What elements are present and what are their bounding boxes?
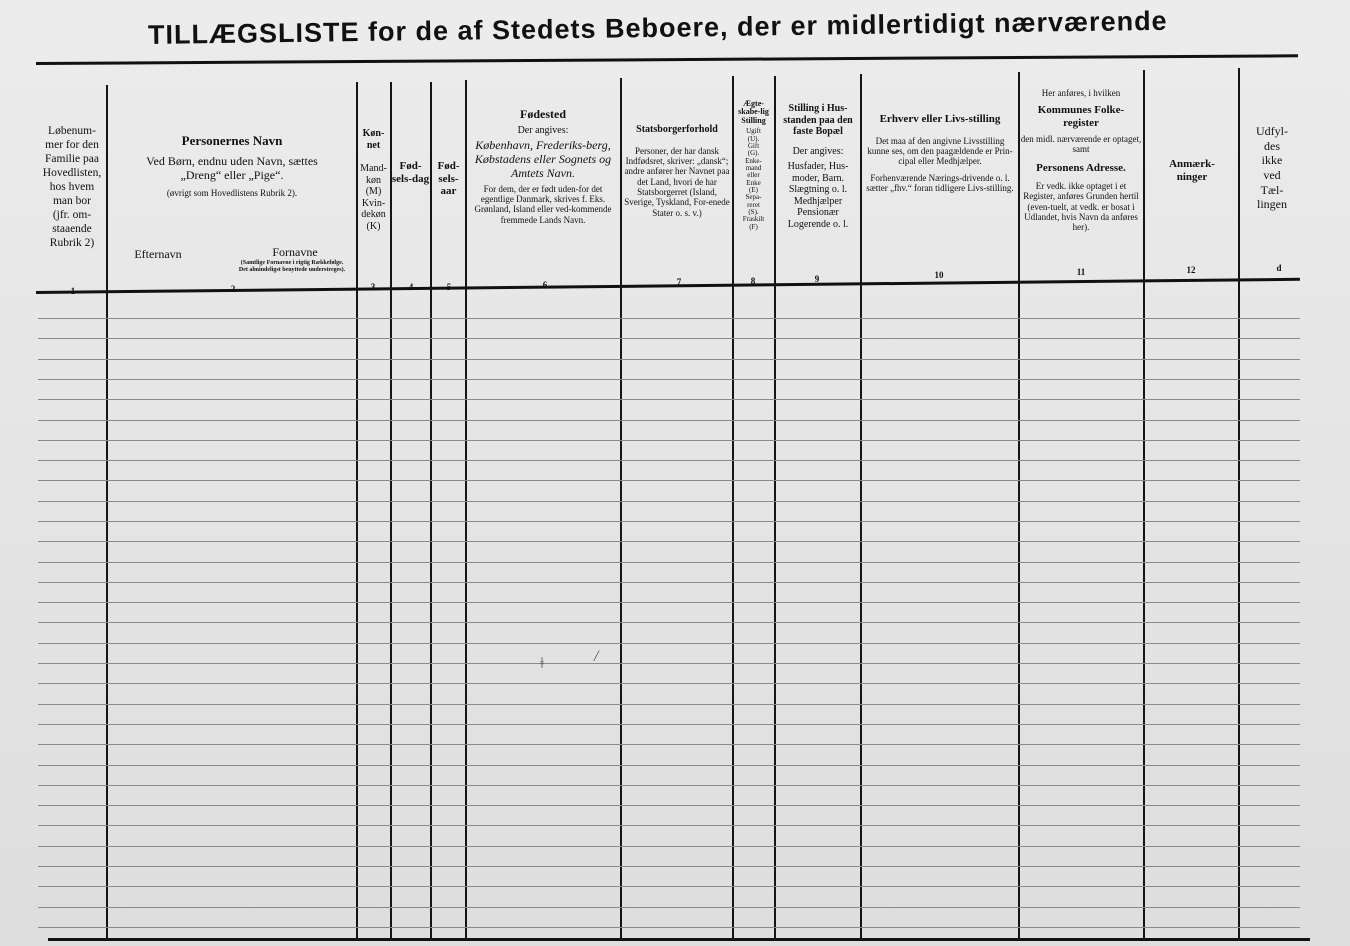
col2-heading: Personernes Navn <box>181 133 283 148</box>
col-d-line: Udfyl- <box>1256 124 1288 138</box>
row-rule <box>38 643 1300 644</box>
col3-line: (M) <box>365 186 382 197</box>
row-rule <box>38 886 1300 887</box>
col6-heading: Fødested <box>520 107 566 121</box>
col1-line: (jfr. om- <box>52 209 92 222</box>
row-rule <box>38 704 1300 705</box>
col11-heading: Kommunes Folke-register <box>1037 104 1125 129</box>
col1-line: Rubrik 2) <box>49 237 95 250</box>
col11-pre: Her anføres, i hvilken <box>1041 88 1121 98</box>
col9-sub: Der angives: <box>792 145 844 157</box>
col2-surname-label: Efternavn <box>134 247 182 261</box>
col12-heading: Anmærk-ninger <box>1169 158 1215 183</box>
col12-number: 12 <box>1186 265 1196 275</box>
row-rule <box>38 440 1300 441</box>
col4-heading: Fød-sels-dag <box>391 160 430 185</box>
pen-mark: ǂ <box>540 655 544 672</box>
col3-line: (K) <box>366 220 381 232</box>
row-rule <box>38 927 1300 928</box>
col-d-line: Tæl- <box>1260 182 1284 197</box>
row-rule <box>38 744 1300 745</box>
row-rule <box>38 907 1300 908</box>
col1-line: man bor <box>52 195 91 208</box>
col8-line: Sepa- <box>745 193 762 202</box>
col3-line: Mand- <box>360 163 387 174</box>
col1-number: 1 <box>70 286 76 296</box>
row-rule <box>38 785 1300 786</box>
col5-heading: Fød-sels-aar <box>437 160 460 198</box>
row-rule <box>38 724 1300 725</box>
row-rule <box>38 521 1300 522</box>
col10-number: 10 <box>934 270 944 280</box>
col6-header <box>468 108 618 225</box>
col2-note: (øvrigt som Hovedlistens Rubrik 2). <box>166 187 298 198</box>
col8-line: Enke- <box>745 156 762 165</box>
row-rule <box>38 480 1300 481</box>
row-rule <box>38 318 1300 319</box>
row-rule <box>38 359 1300 360</box>
row-rule <box>38 582 1300 583</box>
page-title: TILLÆGSLISTE for de af Stedets Beboere, der er midlertidigt nærværende <box>147 5 1168 50</box>
col2-text: Ved Børn, endnu uden Navn, sættes <box>146 153 318 168</box>
row-rule <box>38 622 1300 623</box>
col11-text: den midl. nærværende er optaget, samt <box>1020 133 1142 154</box>
col1-line: Familie paa <box>45 153 99 166</box>
row-rule <box>38 562 1300 563</box>
row-rule <box>38 420 1300 421</box>
col6-number: 6 <box>542 280 548 290</box>
col1-line: staaende <box>52 223 92 236</box>
row-rule <box>38 541 1300 542</box>
col5-number: 5 <box>446 282 452 292</box>
pen-mark: / <box>594 648 599 665</box>
col9-heading: Stilling i Hus-standen paa den faste Bopæl <box>783 103 853 137</box>
col7-number: 7 <box>676 277 682 287</box>
column-divider <box>390 82 392 940</box>
col1-line: Løbenum- <box>48 125 96 137</box>
col7-header <box>622 124 732 218</box>
col8-line: Fraskilt <box>742 215 765 224</box>
col2-number: 2 <box>230 284 236 294</box>
col2-firstname-note: (Samtlige Fornavne i rigtig Rækkefølge. Det almindeligst benyttede understreges). <box>238 260 346 273</box>
col-d-header <box>1240 124 1304 212</box>
col10-header <box>864 113 1016 193</box>
col3-header <box>357 128 390 232</box>
row-rule <box>38 805 1300 806</box>
col10-text: Det maa af den angivne Livsstilling kunne ses, om den paagældende er Prin-cipal eller Medhjælper. <box>867 135 1013 167</box>
col9-text: Husfader, Hus-moder, Barn. Slægtning o. l. Medhjælper Pensionær Logerende o. l. <box>787 161 849 230</box>
bottom-rule <box>48 938 1310 941</box>
col11-header <box>1020 88 1142 233</box>
column-divider <box>1143 70 1145 940</box>
col8-line: Gift <box>747 141 760 150</box>
col1-header <box>38 124 106 250</box>
col-d-line: des <box>1264 138 1280 153</box>
col8-header <box>733 100 774 231</box>
column-divider <box>106 85 108 940</box>
col11-number: 11 <box>1076 267 1086 277</box>
col7-heading: Statsborgerforhold <box>636 124 718 135</box>
col7-text: Personer, der har dansk Indfødsret, skriver: „dansk“; andre anfører her Navnet paa det Land, hvori de har Statsborgerret (Island, Sverige, Tyskland, For-enede Stater o. s. v.) <box>624 145 730 218</box>
row-rule <box>38 399 1300 400</box>
col-d-number: d <box>1276 263 1282 273</box>
col-d-line: ikke <box>1261 153 1283 168</box>
col6-text: Grønland, Island eller ved-kommende fremmede Lands Navn. <box>474 204 612 225</box>
col8-number: 8 <box>750 276 756 286</box>
col2-header <box>110 134 354 198</box>
row-rule <box>38 379 1300 380</box>
col8-line: (E) <box>749 185 758 194</box>
col1-line: Hovedlisten, <box>42 167 102 180</box>
row-rule <box>38 338 1300 339</box>
row-rule <box>38 501 1300 502</box>
col3-line: køn <box>366 174 381 186</box>
row-rule <box>38 825 1300 826</box>
col10-text: Forhenværende Nærings-drivende o. l. sætter „fhv.“ foran tidligere Livs-stilling. <box>866 172 1014 194</box>
col-d-line: lingen <box>1257 197 1287 212</box>
col3-line: dekøn <box>361 209 386 220</box>
col-d-line: ved <box>1263 167 1281 182</box>
col8-line: eller <box>747 171 760 180</box>
col4-number: 4 <box>408 282 414 292</box>
col8-line: (F) <box>749 222 758 231</box>
col11-heading2: Personens Adresse. <box>1036 162 1126 175</box>
col8-line: Enke <box>746 178 761 187</box>
col9-number: 9 <box>814 274 820 284</box>
col8-line: (S). <box>748 207 759 216</box>
col2-firstname-label: Fornavne <box>272 245 318 259</box>
col8-line: reret <box>747 200 760 209</box>
col6-italic: København, Frederiks-berg, Købstadens eller Sognets og Amtets Navn. <box>474 138 612 180</box>
column-divider <box>465 80 467 940</box>
column-divider <box>430 82 432 940</box>
column-divider <box>860 74 862 940</box>
row-rule <box>38 663 1300 664</box>
row-rule <box>38 846 1300 847</box>
row-rule <box>38 765 1300 766</box>
col8-line: (G). <box>747 149 760 158</box>
row-rule <box>38 866 1300 867</box>
col9-header <box>776 103 860 230</box>
col3-line: Kvin- <box>361 197 386 209</box>
col2-text: „Dreng“ eller „Pige“. <box>180 167 284 182</box>
col8-line: (U). <box>747 134 760 143</box>
col6-text: For dem, der er født uden-for det egentlige Danmark, skrives f. Eks. <box>480 183 606 205</box>
col10-heading: Erhverv eller Livs-stilling <box>879 113 1001 125</box>
col6-sub: Der angives: <box>517 124 569 136</box>
col8-heading: Ægte-skabe-lig Stilling <box>738 99 769 125</box>
col8-line: Ugift <box>746 127 761 136</box>
col11-text2: Er vedk. ikke optaget i et Register, anføres Grunden hertil (even-tuelt, at vedk. er bosat i Udlandet, hvis Navn da anføres her). <box>1023 180 1139 233</box>
col12-header <box>1146 158 1238 183</box>
col1-line: hos hvem <box>49 181 95 194</box>
top-rule <box>36 54 1298 65</box>
col3-heading: Køn-net <box>362 128 385 151</box>
col8-line: mand <box>745 163 762 172</box>
row-rule <box>38 460 1300 461</box>
col4-header <box>391 160 430 185</box>
row-rule <box>38 683 1300 684</box>
col5-header <box>432 160 465 198</box>
col3-number: 3 <box>370 282 376 292</box>
col1-line: mer for den <box>45 139 99 152</box>
row-rule <box>38 602 1300 603</box>
